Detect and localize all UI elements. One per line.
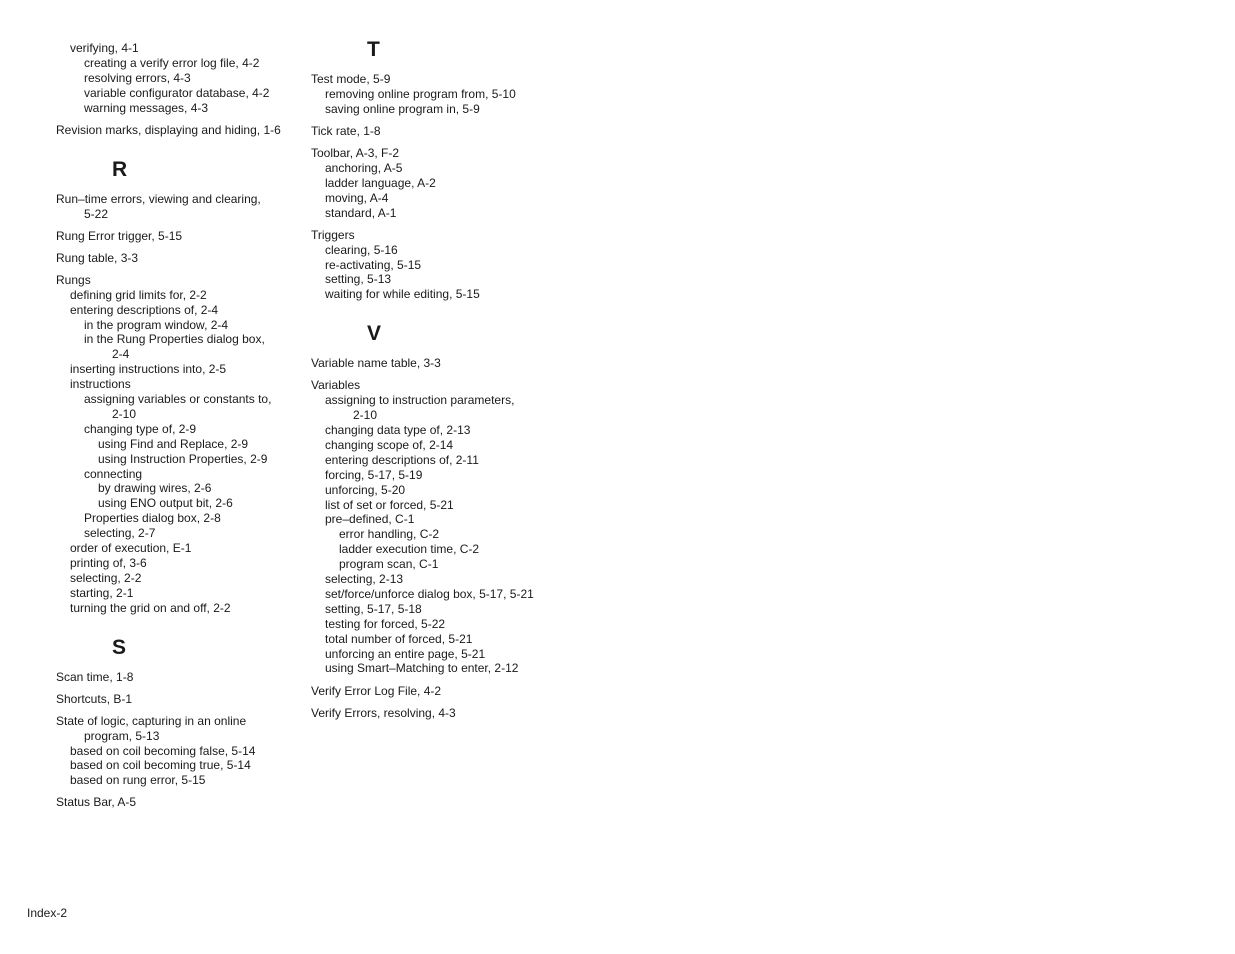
- index-letter-heading: T: [367, 38, 380, 61]
- index-subentry: changing type of, 2-9: [84, 421, 197, 436]
- index-letter-heading: R: [112, 157, 128, 181]
- index-entry: Run–time errors, viewing and clearing,: [56, 191, 261, 206]
- index-subentry: creating a verify error log file, 4-2: [84, 55, 260, 70]
- index-subentry: saving online program in, 5-9: [325, 101, 480, 116]
- index-subentry: testing for forced, 5-22: [325, 616, 446, 631]
- index-subentry: resolving errors, 4-3: [84, 70, 191, 85]
- index-subentry: program, 5-13: [84, 728, 160, 743]
- index-subentry: in the program window, 2-4: [84, 317, 229, 332]
- index-entry: Verify Errors, resolving, 4-3: [311, 705, 456, 720]
- index-subentry: ladder execution time, C-2: [339, 542, 480, 557]
- index-entry: Rung table, 3-3: [56, 250, 139, 265]
- index-subentry: assigning variables or constants to,: [84, 392, 272, 406]
- index-subentry: 2-10: [112, 406, 137, 421]
- index-subentry: defining grid limits for, 2-2: [70, 287, 207, 302]
- index-entry: Verify Error Log File, 4-2: [311, 683, 442, 698]
- index-subentry: starting, 2-1: [70, 585, 134, 600]
- index-subentry: setting, 5-13: [325, 272, 392, 287]
- index-subentry: unforcing an entire page, 5-21: [325, 646, 486, 661]
- index-entry: Variable name table, 3-3: [311, 356, 441, 371]
- index-subentry: using Instruction Properties, 2-9: [98, 451, 268, 466]
- index-subentry: 2-10: [353, 408, 378, 423]
- index-subentry: forcing, 5-17, 5-19: [325, 467, 423, 482]
- index-subentry: entering descriptions of, 2-4: [70, 302, 219, 317]
- index-subentry: turning the grid on and off, 2-2: [70, 600, 231, 615]
- index-subentry: based on coil becoming false, 5-14: [70, 743, 256, 758]
- index-subentry: based on coil becoming true, 5-14: [70, 758, 251, 773]
- index-subentry: connecting: [84, 466, 143, 481]
- index-subentry: setting, 5-17, 5-18: [325, 601, 422, 616]
- index-entry: Triggers: [311, 227, 355, 242]
- index-subentry: list of set or forced, 5-21: [325, 497, 454, 512]
- index-subentry: clearing, 5-16: [325, 242, 398, 257]
- index-subentry: waiting for while editing, 5-15: [325, 287, 480, 302]
- index-subentry: selecting, 2-13: [325, 572, 404, 586]
- index-entry: Scan time, 1-8: [56, 669, 134, 684]
- index-subentry: variable configurator database, 4-2: [84, 85, 270, 100]
- index-entry: State of logic, capturing in an online: [56, 713, 247, 728]
- index-entry: Tick rate, 1-8: [311, 123, 381, 138]
- index-subentry: warning messages, 4-3: [84, 100, 209, 115]
- index-subentry: instructions: [70, 377, 131, 392]
- index-entry: Status Bar, A-5: [56, 795, 137, 810]
- index-subentry: using Find and Replace, 2-9: [98, 436, 249, 451]
- index-entry: Rungs: [56, 272, 91, 287]
- index-entry: Revision marks, displaying and hiding, 1-6: [56, 122, 281, 137]
- index-subentry: selecting, 2-7: [84, 526, 156, 541]
- page-footer: Index-2: [27, 906, 68, 920]
- index-entry: Shortcuts, B-1: [56, 691, 133, 706]
- index-subentry: re-activating, 5-15: [325, 257, 422, 272]
- index-entry: Rung Error trigger, 5-15: [56, 228, 183, 243]
- index-subentry: set/force/unforce dialog box, 5-17, 5-21: [325, 586, 534, 601]
- index-subentry: Properties dialog box, 2-8: [84, 511, 221, 526]
- index-entry: Toolbar, A-3, F-2: [311, 146, 400, 160]
- index-subentry: 2-4: [112, 347, 130, 362]
- index-subentry: program scan, C-1: [339, 557, 439, 572]
- index-subentry: based on rung error, 5-15: [70, 773, 206, 788]
- index-subentry: total number of forced, 5-21: [325, 631, 473, 646]
- index-subentry: using ENO output bit, 2-6: [98, 496, 233, 511]
- index-subentry: 5-22: [84, 206, 109, 221]
- index-subentry: using Smart–Matching to enter, 2-12: [325, 661, 519, 676]
- index-subentry: moving, A-4: [325, 190, 389, 205]
- index-subentry: by drawing wires, 2-6: [98, 481, 212, 496]
- index-subentry: verifying, 4-1: [70, 41, 139, 55]
- index-subentry: standard, A-1: [325, 205, 397, 220]
- index-subentry: selecting, 2-2: [70, 570, 142, 585]
- index-subentry: changing data type of, 2-13: [325, 423, 471, 437]
- index-subentry: in the Rung Properties dialog box,: [84, 332, 265, 347]
- index-letter-heading: V: [367, 322, 382, 346]
- index-subentry: unforcing, 5-20: [325, 482, 406, 497]
- index-subentry: printing of, 3-6: [70, 555, 147, 570]
- index-entry: Test mode, 5-9: [311, 72, 391, 86]
- index-subentry: anchoring, A-5: [325, 160, 403, 175]
- index-subentry: inserting instructions into, 2-5: [70, 362, 227, 377]
- index-letter-heading: S: [112, 635, 127, 659]
- index-subentry: entering descriptions of, 2-11: [325, 452, 479, 467]
- index-subentry: changing scope of, 2-14: [325, 437, 454, 452]
- index-entry: Variables: [311, 378, 361, 393]
- index-subentry: error handling, C-2: [339, 527, 440, 542]
- index-subentry: ladder language, A-2: [325, 175, 436, 190]
- index-subentry: assigning to instruction parameters,: [325, 393, 515, 408]
- index-subentry: pre–defined, C-1: [325, 512, 415, 527]
- index-subentry: removing online program from, 5-10: [325, 86, 516, 101]
- index-subentry: order of execution, E-1: [70, 541, 192, 555]
